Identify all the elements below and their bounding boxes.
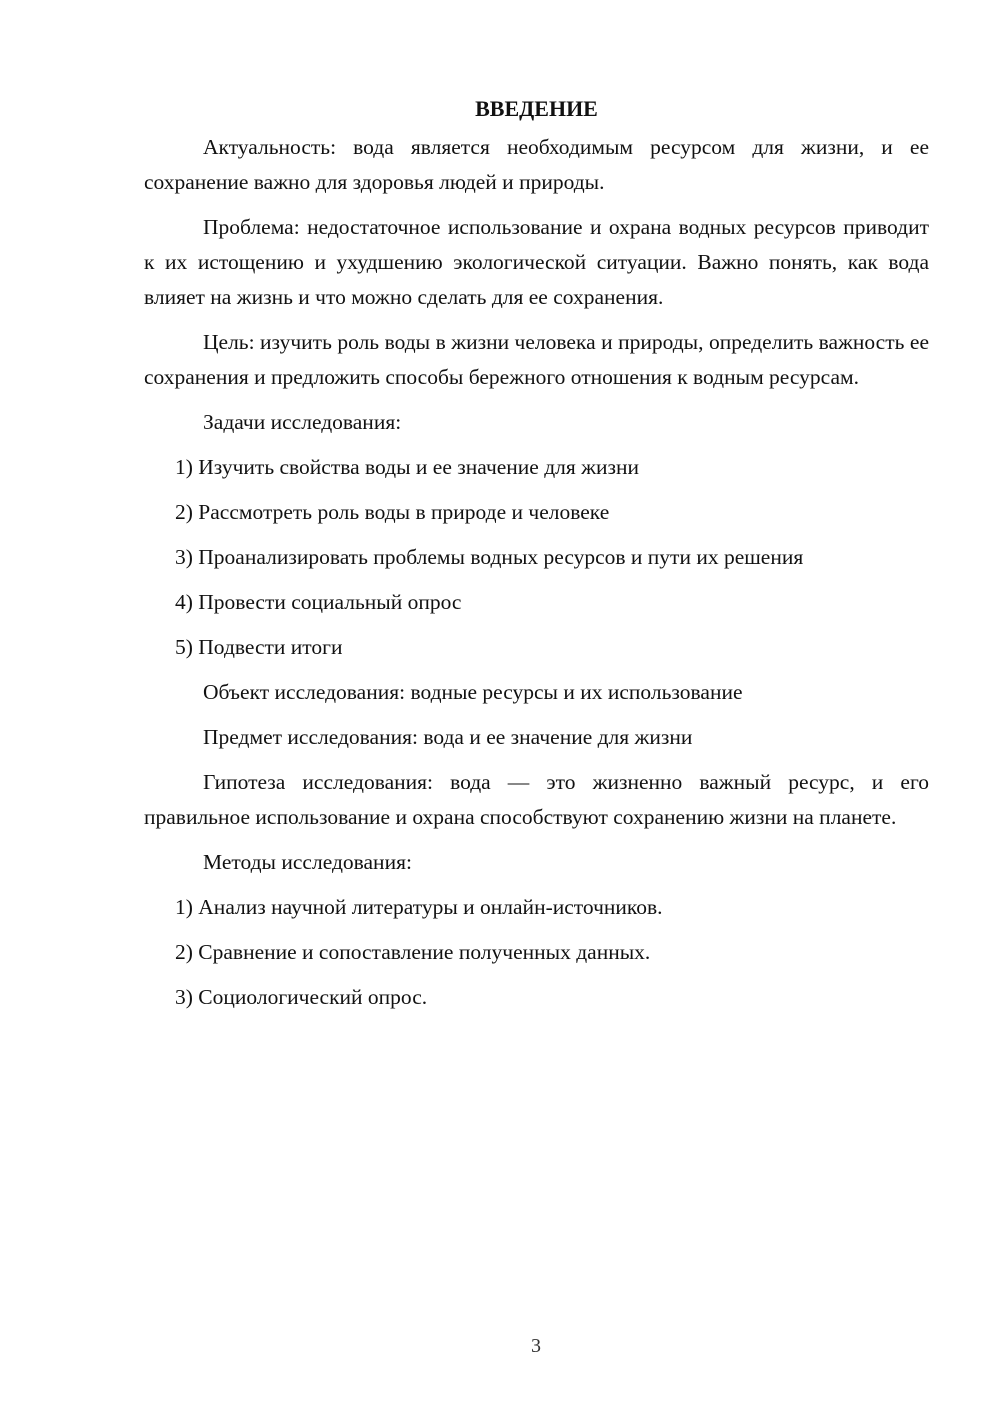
- method-item: 2) Сравнение и сопоставление полученных данных.: [175, 940, 651, 964]
- method-item: 3) Социологический опрос.: [175, 985, 428, 1009]
- methods-heading: Методы исследования:: [203, 850, 412, 874]
- problem-paragraph: Проблема: недостаточное использование и охрана водных ресурсов приводит к их истощению и ухудшению экологической ситуации. Важно понять, как вода влияет на жизнь и что можно сделать для ее сохранения.: [144, 215, 929, 309]
- relevance-paragraph: Актуальность: вода является необходимым ресурсом для жизни, и ее сохранение важно для здоровья людей и природы.: [144, 135, 929, 194]
- task-item: 3) Проанализировать проблемы водных ресурсов и пути их решения: [175, 545, 804, 569]
- goal-paragraph: Цель: изучить роль воды в жизни человека и природы, определить важность ее сохранения и предложить способы бережного отношения к водным ресурсам.: [144, 330, 929, 389]
- task-item: 1) Изучить свойства воды и ее значение для жизни: [175, 455, 640, 479]
- methods-list: [144, 890, 929, 1015]
- task-item: 4) Провести социальный опрос: [175, 590, 462, 614]
- subject-line: Предмет исследования: вода и ее значение для жизни: [203, 725, 693, 749]
- task-item: 5) Подвести итоги: [175, 635, 343, 659]
- page-content: [144, 94, 929, 1025]
- tasks-heading: Задачи исследования:: [203, 410, 402, 434]
- hypothesis-paragraph: Гипотеза исследования: вода — это жизненно важный ресурс, и его правильное использование и охрана способствуют сохранению жизни на планете.: [144, 770, 929, 829]
- section-title: ВВЕДЕНИЕ: [475, 96, 598, 121]
- task-item: 2) Рассмотреть роль воды в природе и человеке: [175, 500, 610, 524]
- object-line: Объект исследования: водные ресурсы и их использование: [203, 680, 743, 704]
- tasks-list: [144, 450, 929, 665]
- page-number: 3: [531, 1335, 541, 1357]
- method-item: 1) Анализ научной литературы и онлайн-источников.: [175, 895, 663, 919]
